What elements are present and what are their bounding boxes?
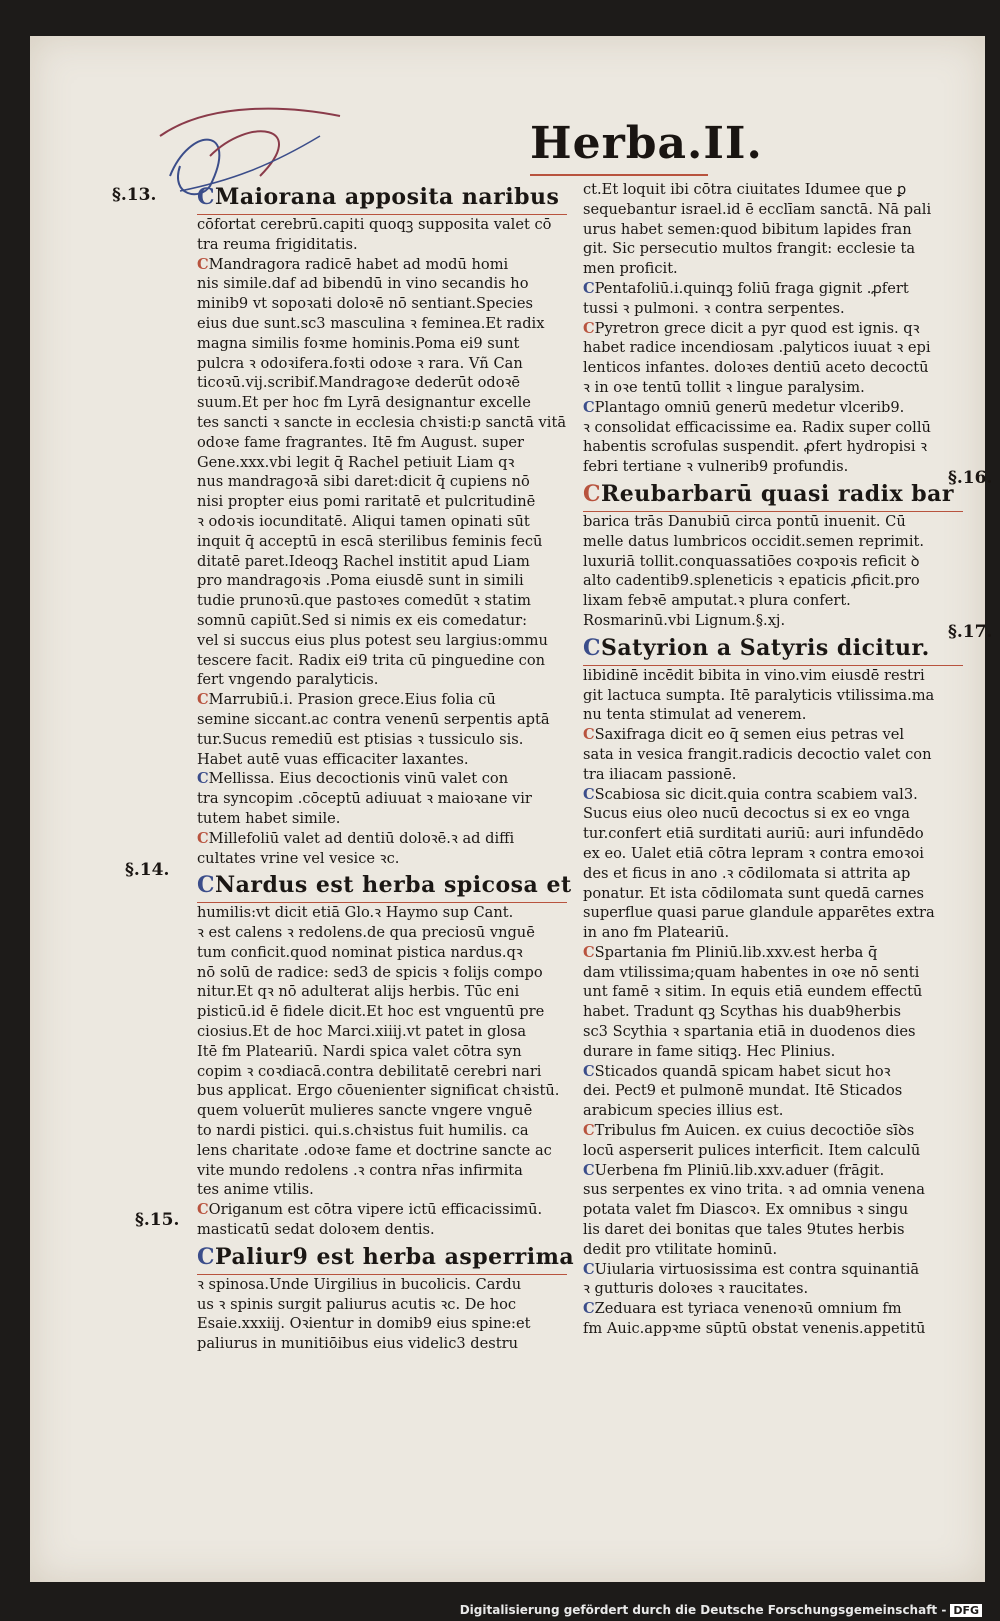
- text-line: ꝛ consolidat efficacissime ea. Radix super collū: [583, 418, 931, 436]
- text-line: des et ficus in ano .ꝛ cōdilomata si attrita ap: [583, 864, 911, 882]
- text-line: CTribulus fm Auicen. ex cuius decoctiōe sīꝺs: [583, 1122, 915, 1140]
- text-line: lenticos infantes. doloꝛes dentiū aceto decoctū: [583, 359, 929, 377]
- text-line: habentis scrofulas suspendit. ꝓfert hydropisi ꝛ: [583, 438, 928, 456]
- text-line: ꝛ gutturis doloꝛes ꝛ raucitates.: [583, 1280, 809, 1298]
- text-line: durare in fame sitiqꝫ. Hec Plinius.: [583, 1042, 836, 1060]
- text-line: Esaie.xxxiij. Oꝛientur in domib9 eius spine:et: [197, 1315, 531, 1333]
- text-line: dedit pro vtilitate hominū.: [583, 1240, 778, 1258]
- text-line: pulcra ꝛ odoꝛifera.foꝛti odoꝛe ꝛ rara. Vñ Can: [197, 354, 523, 372]
- text-line: CPlantago omniū generū medetur vlcerib9.: [583, 398, 905, 416]
- section-marker: §.16.: [948, 468, 993, 488]
- text-line: CScabiosa sic dicit.quia contra scabiem val3.: [583, 785, 918, 803]
- text-line: us ꝛ spinis surgit paliurus acutis ꝛc. De hoc: [197, 1295, 517, 1313]
- text-line: lixam febꝛē amputat.ꝛ plura confert.: [583, 592, 851, 610]
- text-line: CMillefoliū valet ad dentiū doloꝛē.ꝛ ad diffi: [197, 829, 515, 847]
- text-line: superflue quasi parue glandule apparētes extra: [583, 904, 935, 922]
- text-line: COriganum est cōtra vipere ictū efficacissimū.: [197, 1201, 543, 1219]
- text-line: sequebantur israel.id ē ecclīam sanctā. Nā pali: [583, 200, 932, 218]
- text-line: ex eo. Ualet etiā cōtra lepram ꝛ contra emoꝛoi: [583, 844, 924, 862]
- text-line: Rosmarinū.vbi Lignum.§.xj.: [583, 611, 786, 629]
- text-line: odoꝛe fame fragrantes. Itē fm August. super: [197, 433, 525, 451]
- text-line: git lactuca sumpta. Itē paralyticis vtilissima.ma: [583, 686, 935, 704]
- text-line: CPentafoliū.i.quinqꝫ foliū fraga gignit .ꝓfert: [583, 279, 909, 297]
- text-line: CMandragora radicē habet ad modū homi: [197, 255, 509, 273]
- text-line: masticatū sedat doloꝛem dentis.: [197, 1221, 435, 1239]
- text-line: ditatē paret.Ideoqꝫ Rachel institit apud Liam: [197, 552, 530, 570]
- text-line: potata valet fm Diascoꝛ. Ex omnibus ꝛ singu: [583, 1201, 909, 1219]
- text-line: tra syncopim .cōceptū adiuuat ꝛ maioꝛane vir: [197, 790, 532, 808]
- text-line: sus serpentes ex vino trita. ꝛ ad omnia venena: [583, 1181, 926, 1199]
- digitization-credit: [460, 1603, 982, 1617]
- entry-heading: CSatyrion a Satyris dicitur.: [583, 631, 963, 666]
- text-line: tur.Sucus remediū est ptisias ꝛ tussiculo sis.: [197, 730, 524, 748]
- text-line: cultates vrine vel vesice ꝛc.: [197, 849, 400, 867]
- text-line: nō solū de radice: sed3 de spicis ꝛ folijs compo: [197, 963, 543, 981]
- running-head-underline: [530, 174, 708, 176]
- text-line: CSpartania fm Pliniū.lib.xxv.est herba q̄: [583, 943, 878, 961]
- text-line: git. Sic persecutio multos frangit: ecclesie ta: [583, 240, 916, 258]
- text-line: ticoꝛū.vij.scribif.Mandragoꝛe dederūt odoꝛē: [197, 374, 521, 392]
- text-line: ꝛ est calens ꝛ redolens.de qua preciosū vnguē: [197, 924, 535, 942]
- text-line: tescere facit. Radix ei9 trita cū pinguedine con: [197, 651, 546, 669]
- text-line: unt famē ꝛ sitim. In equis etiā eundem effectū: [583, 983, 923, 1001]
- text-line: dei. Pect9 et pulmonē mundat. Itē Sticados: [583, 1082, 903, 1100]
- text-line: CZeduara est tyriaca venenoꝛū omnium fm: [583, 1300, 902, 1318]
- text-line: Gene.xxx.vbi legit q̄ Rachel petiuit Liam qꝛ: [197, 453, 515, 471]
- text-line: nu tenta stimulat ad venerem.: [583, 706, 807, 724]
- text-line: alto cadentib9.spleneticis ꝛ epaticis ꝓficit.pro: [583, 572, 920, 590]
- text-line: Itē fm Plateariū. Nardi spica valet cōtra syn: [197, 1042, 522, 1060]
- text-line: sata in vesica frangit.radicis decoctio valet con: [583, 745, 932, 763]
- text-line: lens charitate .odoꝛe fame et doctrine sancte ac: [197, 1141, 552, 1159]
- text-line: men proficit.: [583, 260, 678, 278]
- text-line: ct.Et loquit ibi cōtra ciuitates Idumee que ꝑ: [583, 181, 907, 198]
- entry-heading: CMaiorana apposita naribus: [197, 180, 567, 215]
- text-line: cōfortat cerebrū.capiti quoqꝫ supposita valet cō: [197, 216, 552, 233]
- text-line: nis simile.daf ad bibendū in vino secandis ho: [197, 275, 529, 293]
- text-line: tes sancti ꝛ sancte in ecclesia chꝛisti:p sanctā vitā: [197, 413, 567, 431]
- text-line: magna similis foꝛme hominis.Poma ei9 sunt: [197, 334, 520, 352]
- text-line: suum.Et per hoc fm Lyrā designantur excelle: [197, 394, 531, 412]
- text-line: to nardi pistici. qui.s.chꝛistus fuit humilis. ca: [197, 1122, 529, 1140]
- text-line: lis daret dei bonitas que tales 9tutes herbis: [583, 1221, 905, 1239]
- text-line: quem voluerūt mulieres sancte vngere vnguē: [197, 1102, 533, 1120]
- text-line: pisticū.id ē fidele dicit.Et hoc est vnguentū pre: [197, 1003, 545, 1021]
- text-line: febri tertiane ꝛ vulnerib9 profundis.: [583, 458, 849, 476]
- section-marker: §.13.: [112, 185, 157, 205]
- text-line: CMarrubiū.i. Prasion grece.Eius folia cū: [197, 691, 496, 709]
- credit-text: Digitalisierung gefördert durch die Deutsche Forschungsgemeinschaft -: [459, 1603, 947, 1617]
- text-line: habet. Tradunt qꝫ Scythas his duab9herbis: [583, 1003, 901, 1021]
- text-line: melle datus lumbricos occidit.semen reprimit.: [583, 532, 925, 550]
- text-line: semine siccant.ac contra venenū serpentis aptā: [197, 710, 550, 728]
- text-line: ꝛ in oꝛe tentū tollit ꝛ lingue paralysim.: [583, 378, 865, 396]
- text-line: libidinē incēdit bibita in vino.vim eiusdē restri: [583, 666, 925, 684]
- text-line: minib9 vt sopoꝛati doloꝛē nō sentiant.Species: [197, 295, 533, 313]
- running-head: Herba.II.: [530, 118, 763, 169]
- text-line: ꝛ odoꝛis iocunditatē. Aliqui tamen opinati sūt: [197, 512, 530, 530]
- text-line: tum conficit.quod nominat pistica nardus.qꝛ: [197, 943, 523, 961]
- text-line: tra iliacam passionē.: [583, 765, 737, 783]
- left-column: [197, 180, 575, 1354]
- text-line: paliurus in munitiōibus eius videlic3 destru: [197, 1335, 519, 1353]
- text-line: CPyretron grece dicit a pyr quod est ignis. qꝛ: [583, 319, 920, 337]
- text-line: nisi propter eius pomi raritatē et pulcritudinē: [197, 493, 536, 511]
- text-line: fm Auic.appꝛme sūptū obstat venenis.appetitū: [583, 1320, 926, 1338]
- dfg-logo: DFG: [950, 1604, 982, 1617]
- entry-heading: CReubarbarū quasi radix bar: [583, 477, 963, 512]
- text-line: ciosius.Et de hoc Marci.xiiij.vt patet in glosa: [197, 1023, 527, 1041]
- text-line: somnū capiūt.Sed si nimis ex eis comedatur:: [197, 611, 528, 629]
- text-line: arabicum species illius est.: [583, 1102, 784, 1120]
- text-line: locū asperserit pulices interficit. Item calculū: [583, 1141, 921, 1159]
- text-line: Sucus eius oleo nucū decoctus si ex eo vnga: [583, 805, 911, 823]
- text-line: urus habet semen:quod bibitum lapides fran: [583, 220, 912, 238]
- text-line: luxuriā tollit.conquassatiōes coꝛpoꝛis reficit ꝺ: [583, 552, 920, 570]
- entry-heading: CNardus est herba spicosa et: [197, 868, 567, 903]
- right-column: [583, 180, 963, 1339]
- text-line: in ano fm Plateariū.: [583, 924, 730, 942]
- text-line: humilis:vt dicit etiā Glo.ꝛ Haymo sup Cant.: [197, 904, 514, 922]
- text-line: Habet autē vuas efficaciter laxantes.: [197, 750, 469, 768]
- text-line: barica trās Danubiū circa pontū inuenit. Cū: [583, 512, 906, 530]
- text-line: pro mandragoꝛis .Poma eiusdē sunt in simili: [197, 572, 524, 590]
- section-marker: §.17.: [948, 622, 993, 642]
- text-line: tutem habet simile.: [197, 809, 341, 827]
- text-line: CUerbena fm Pliniū.lib.xxv.aduer (frāgit.: [583, 1161, 885, 1179]
- text-line: vite mundo redolens .ꝛ contra nr̄as infirmita: [197, 1161, 523, 1179]
- section-marker: §.14.: [125, 860, 170, 880]
- text-line: CSticados quandā spicam habet sicut hoꝛ: [583, 1062, 891, 1080]
- text-line: CMellissa. Eius decoctionis vinū valet con: [197, 770, 509, 788]
- text-line: habet radice incendiosam .palyticos iuuat ꝛ epi: [583, 339, 931, 357]
- text-line: vel si succus eius plus potest seu largius:ommu: [197, 631, 548, 649]
- entry-heading: CPaliur9 est herba asperrima: [197, 1240, 567, 1275]
- text-line: CSaxifraga dicit eo q̄ semen eius petras vel: [583, 726, 905, 744]
- text-line: bus applicat. Ergo cōuenienter significat chꝛistū.: [197, 1082, 560, 1100]
- text-line: ponatur. Et ista cōdilomata sunt quedā carnes: [583, 884, 925, 902]
- text-line: dam vtilissima;quam habentes in oꝛe nō senti: [583, 963, 920, 981]
- section-marker: §.15.: [135, 1210, 180, 1230]
- text-line: ꝛ spinosa.Unde Uirgilius in bucolicis. Cardu: [197, 1275, 522, 1293]
- text-line: CUiularia virtuosissima est contra squinantiā: [583, 1260, 920, 1278]
- text-line: inquit q̄ acceptū in escā sterilibus feminis fecū: [197, 532, 543, 550]
- text-line: copim ꝛ coꝛdiacā.contra debilitatē cerebri nari: [197, 1062, 542, 1080]
- text-line: fert vngendo paralyticis.: [197, 671, 379, 689]
- text-line: nitur.Et qꝛ nō adulterat alijs herbis. Tūc eni: [197, 983, 520, 1001]
- text-line: eius due sunt.sc3 masculina ꝛ feminea.Et radix: [197, 314, 545, 332]
- text-line: tudie prunoꝛū.que pastoꝛes comedūt ꝛ statim: [197, 592, 531, 610]
- text-line: tes anime vtilis.: [197, 1181, 314, 1199]
- text-line: nus mandragoꝛā sibi daret:dicit q̄ cupiens nō: [197, 473, 530, 491]
- text-line: tur.confert etiā surditati auriū: auri infundēdo: [583, 825, 924, 843]
- text-line: tussi ꝛ pulmoni. ꝛ contra serpentes.: [583, 299, 845, 317]
- text-line: tra reuma frigiditatis.: [197, 235, 358, 253]
- text-line: sc3 Scythia ꝛ spartania etiā in duodenos dies: [583, 1023, 916, 1041]
